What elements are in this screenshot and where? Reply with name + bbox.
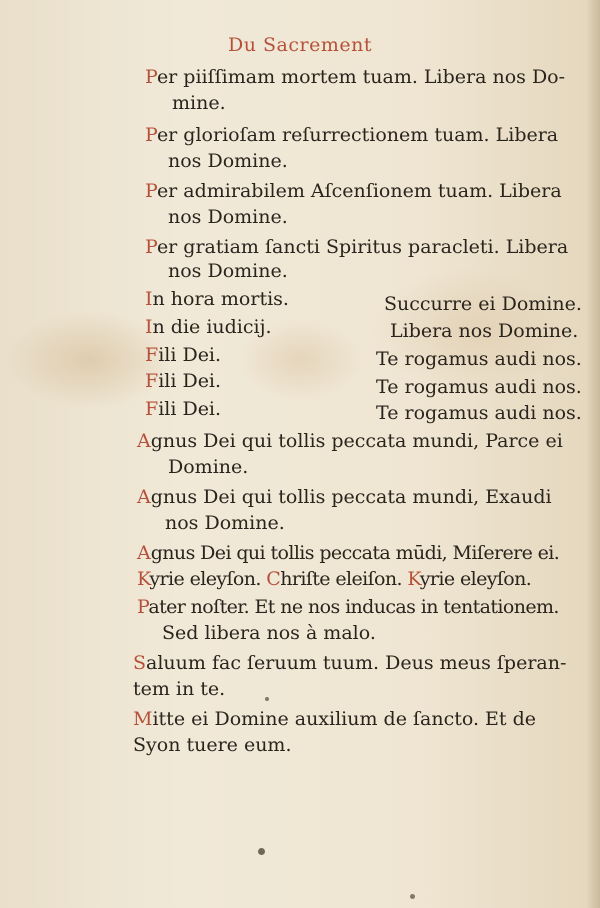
rubric-initial: F [145,398,159,420]
response-text: Te rogamus audi nos. [376,376,582,398]
rubric-initial: I [145,316,153,338]
line-text: er piiſſimam mortem tuam. Libera nos Do- [156,66,566,88]
line-11-response [376,348,582,370]
rubric-initial: K [137,568,150,590]
line-text: gnus Dei qui tollis peccata mundi, Parce ei [150,430,563,452]
line-12-response [376,376,582,398]
line-text: gnus Dei qui tollis peccata mundi, Exaudi [150,486,552,508]
line-text: n hora mortis. [152,288,289,310]
rubric-initial: S [133,652,147,674]
line-9 [145,288,289,310]
rubric-initial: P [137,596,149,618]
line-24 [133,708,536,730]
line-19 [137,568,531,590]
line-text: er admirabilem Aſcenſionem tuam. Libera [156,180,562,202]
line-text: ater noſter. Et ne nos inducas in tentationem. [148,596,559,618]
line-11 [145,344,221,366]
line-text: Syon tuere eum. [133,734,292,756]
response-text: Te rogamus audi nos. [376,402,582,424]
line-text: ili Dei. [158,398,222,420]
rubric-initial: A [137,486,151,508]
line-text: n die iudicij. [152,316,272,338]
line-text: gnus Dei qui tollis peccata mūdi, Miſerere ei. [150,542,560,564]
line-text: er gratiam ſancti Spiritus paracleti. Libera [156,236,569,258]
line-text: er glorioſam reſurrectionem tuam. Libera [156,124,559,146]
line-text: yrie eleyſon. [419,568,532,590]
line-14 [137,430,563,452]
line-12 [145,370,221,392]
line-20 [137,596,559,618]
line-text: aluum fac ſeruum tuum. Deus meus ſperan- [146,652,567,674]
line-16 [137,486,552,508]
response-text: Succurre ei Domine. [384,293,582,315]
line-text: nos Domine. [168,260,288,282]
line-13 [145,398,221,420]
rubric-initial: P [145,66,157,88]
rubric-initial: I [145,288,153,310]
line-4 [168,150,288,172]
line-1 [145,66,565,88]
line-text: tem in te. [133,678,226,700]
line-25 [133,734,292,756]
line-2 [172,92,226,114]
ink-speck [265,697,269,701]
line-text: yrie eleyſon. [149,568,267,590]
rubric-initial: F [145,370,159,392]
rubric-initial: P [145,124,157,146]
line-3 [145,124,558,146]
line-text: nos Domine. [165,512,285,534]
line-text: ili Dei. [158,344,222,366]
ink-speck [410,894,415,899]
line-23 [133,678,225,700]
line-10 [145,316,272,338]
line-text: nos Domine. [168,206,288,228]
line-6 [168,206,288,228]
line-9-response [384,293,582,315]
rubric-initial: P [145,180,157,202]
line-text: Domine. [168,456,249,478]
line-text: nos Domine. [168,150,288,172]
line-7 [145,236,568,258]
line-text: itte ei Domine auxilium de ſancto. Et de [152,708,537,730]
ink-speck [258,848,265,855]
line-text: mine. [172,92,226,114]
line-22 [133,652,566,674]
response-text: Libera nos Domine. [390,320,579,342]
line-5 [145,180,562,202]
line-13-response [376,402,582,424]
page-edge [586,0,600,908]
rubric-initial: C [266,568,281,590]
response-text: Te rogamus audi nos. [376,348,582,370]
line-17 [165,512,285,534]
line-18 [137,542,559,564]
line-text: hriſte eleiſon. [280,568,408,590]
line-text: Sed libera nos à malo. [162,622,376,644]
rubric-initial: P [145,236,157,258]
line-10-response [390,320,578,342]
rubric-initial: K [407,568,420,590]
line-21 [162,622,376,644]
rubric-initial: F [145,344,159,366]
line-8 [168,260,288,282]
line-text: ili Dei. [158,370,222,392]
rubric-initial: A [137,542,151,564]
rubric-initial: A [137,430,151,452]
rubric-initial: M [133,708,153,730]
line-15 [168,456,248,478]
running-header: Du Sacrement [228,34,372,56]
